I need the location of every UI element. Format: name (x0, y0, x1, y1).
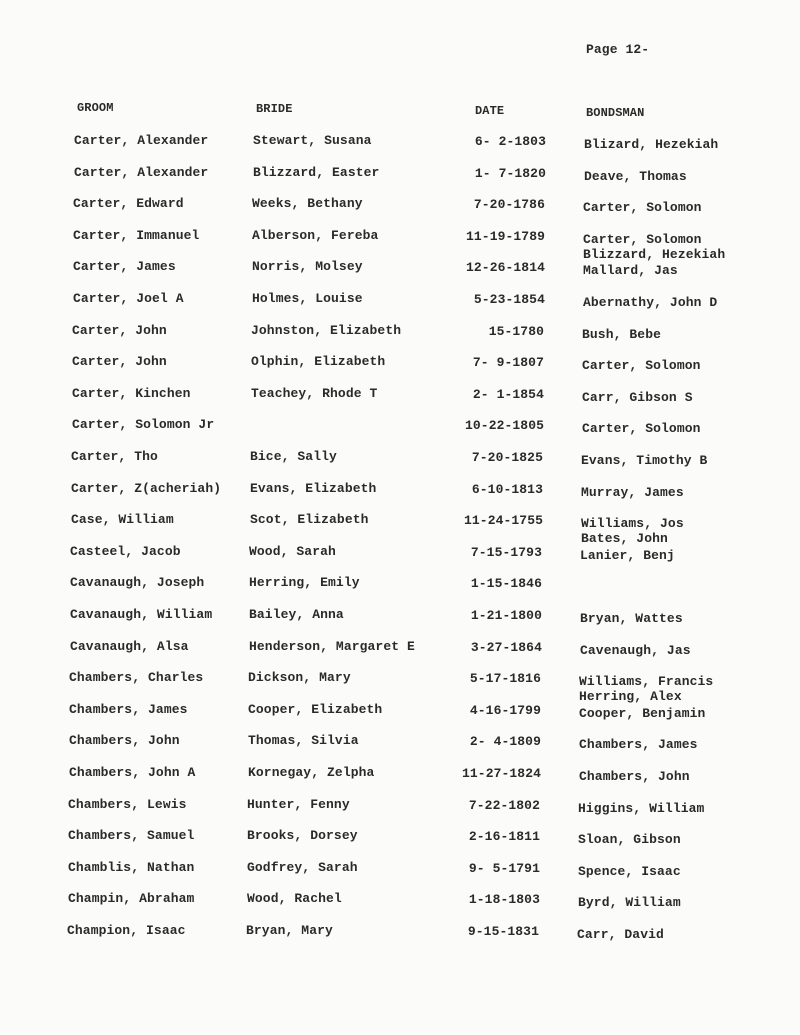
marriage-date: 1-21-1800 (470, 608, 542, 623)
marriage-date: 11-19-1789 (465, 228, 545, 244)
bondsman-cell (578, 895, 681, 910)
table-row (0, 670, 795, 705)
table-row (0, 323, 798, 354)
bride-name: Bryan, Mary (246, 923, 333, 938)
bondsman-name: Blizard, Hezekiah (584, 137, 719, 152)
groom-name: Carter, Alexander (74, 133, 209, 148)
bondsman-name: Abernathy, John D (583, 295, 718, 310)
bondsman-cell (583, 200, 702, 215)
marriage-date: 2- 1-1854 (472, 386, 544, 402)
bride-name: Hunter, Fenny (247, 796, 350, 812)
bride-name: Godfrey, Sarah (247, 859, 358, 875)
marriage-date: 12-26-1814 (465, 260, 545, 276)
table-row (0, 196, 799, 227)
table-row (0, 860, 794, 891)
groom-name: Chambers, Lewis (68, 796, 187, 812)
bondsman-name: Williams, Jos (581, 516, 684, 532)
bondsman-cell (578, 864, 681, 879)
marriage-date: 6-10-1813 (471, 481, 543, 497)
bondsman-cell (584, 169, 687, 184)
bondsman-name: Mallard, Jas (583, 263, 678, 279)
bondsman-cell (582, 390, 693, 405)
marriage-date: 4-16-1799 (469, 702, 541, 718)
groom-name: Chamblis, Nathan (68, 859, 195, 875)
bondsman-name: Carr, Gibson S (582, 389, 693, 405)
header-date: DATE (475, 104, 505, 118)
groom-name: Chambers, John A (69, 765, 196, 780)
bride-name: Wood, Sarah (249, 543, 336, 559)
table-row (0, 544, 796, 575)
table-row (0, 512, 797, 547)
groom-name: Chambers, Samuel (68, 828, 195, 844)
bondsman-name: Higgins, William (578, 800, 705, 816)
bondsman-cell (578, 832, 681, 847)
bondsman-cell (582, 327, 661, 342)
bride-name: Stewart, Susana (253, 133, 372, 148)
header-bride: BRIDE (256, 102, 293, 116)
groom-name: Carter, Z(acheriah) (71, 480, 222, 496)
bondsman-name: Carter, Solomon (583, 231, 702, 247)
groom-name: Carter, Edward (73, 196, 184, 212)
bride-name: Evans, Elizabeth (250, 480, 377, 496)
bondsman-cell (582, 421, 701, 436)
marriage-date: 7-20-1825 (471, 450, 543, 465)
marriage-date: 6- 2-1803 (474, 134, 546, 149)
bride-name: Dickson, Mary (248, 670, 351, 686)
bondsman-cell (580, 643, 691, 658)
bride-name: Bailey, Anna (249, 607, 344, 622)
groom-name: Champion, Isaac (67, 923, 186, 938)
groom-name: Chambers, James (69, 701, 188, 717)
table-row (0, 133, 800, 164)
bride-name: Alberson, Fereba (252, 227, 379, 243)
bondsman-cell (580, 548, 675, 563)
bondsman-cell (579, 737, 698, 752)
table-row (0, 575, 796, 606)
bondsman-cell (578, 801, 704, 816)
table-row (0, 891, 794, 922)
table-row (0, 702, 795, 733)
bride-name: Cooper, Elizabeth (248, 701, 383, 717)
marriage-date: 1-15-1846 (470, 576, 542, 592)
marriage-date: 11-27-1824 (461, 766, 541, 781)
groom-name: Carter, John (72, 322, 167, 338)
bondsman-name: Lanier, Benj (580, 547, 675, 563)
bride-name: Weeks, Bethany (252, 196, 363, 212)
groom-name: Carter, Alexander (74, 164, 209, 180)
bride-name: Henderson, Margaret E (249, 638, 415, 654)
bondsman-cell (583, 295, 717, 310)
bride-name: Blizzard, Easter (253, 164, 380, 180)
groom-name: Carter, Joel A (73, 291, 184, 306)
bondsman-name: Spence, Isaac (578, 863, 681, 879)
bride-name: Kornegay, Zelpha (248, 765, 375, 780)
bride-name: Teachey, Rhode T (251, 385, 378, 401)
table-row (0, 797, 794, 828)
marriage-date: 9-15-1831 (467, 924, 539, 939)
groom-name: Case, William (71, 512, 174, 528)
bondsman-name: Evans, Timothy B (581, 453, 708, 468)
groom-name: Carter, James (73, 259, 176, 275)
bondsman-name: Carr, David (577, 927, 664, 942)
bride-name: Norris, Molsey (252, 259, 363, 275)
bondsman-cell (583, 263, 678, 278)
bondsman-name: Sloan, Gibson (578, 832, 681, 848)
table-row (0, 733, 795, 764)
groom-name: Cavanaugh, Alsa (70, 638, 189, 654)
bondsman-cell (581, 516, 684, 546)
groom-name: Casteel, Jacob (70, 543, 181, 559)
bondsman-name: Cooper, Benjamin (579, 705, 706, 721)
bondsman-cell (579, 769, 690, 784)
table-row (0, 449, 797, 480)
table-row (0, 354, 798, 385)
bondsman-cell (579, 706, 705, 721)
bondsman-name: Deave, Thomas (584, 168, 687, 184)
table-row (0, 765, 795, 796)
table-row (0, 828, 794, 859)
marriage-date: 15-1780 (488, 323, 544, 339)
marriage-date: 3-27-1864 (470, 639, 542, 655)
bride-name: Johnston, Elizabeth (251, 322, 402, 338)
bondsman-name: Williams, Francis (579, 674, 714, 690)
marriage-date: 7- 9-1807 (472, 355, 544, 371)
bride-name: Thomas, Silvia (248, 733, 359, 749)
bondsman-name: Blizzard, Hezekiah (583, 246, 726, 262)
bondsman-cell (577, 927, 664, 942)
bride-name: Herring, Emily (249, 575, 360, 591)
groom-name: Chambers, John (69, 733, 180, 749)
bondsman-name: Carter, Solomon (582, 421, 701, 437)
groom-name: Chambers, Charles (69, 670, 204, 686)
marriage-date: 7-20-1786 (473, 197, 545, 213)
groom-name: Carter, John (72, 354, 167, 370)
groom-name: Cavanaugh, William (70, 607, 213, 622)
table-row (0, 417, 798, 448)
bondsman-cell (584, 137, 718, 152)
table-row (0, 639, 796, 670)
bondsman-name: Cavenaugh, Jas (580, 642, 691, 658)
page-number: Page 12- (586, 42, 650, 57)
bondsman-cell (581, 485, 684, 500)
table-row (0, 165, 800, 196)
groom-name: Carter, Solomon Jr (72, 417, 215, 433)
table-row (0, 386, 798, 417)
marriage-date: 7-22-1802 (468, 797, 540, 813)
groom-name: Carter, Tho (71, 449, 158, 464)
header-groom: GROOM (77, 101, 114, 115)
bondsman-cell (579, 674, 713, 704)
table-row (0, 923, 793, 954)
bondsman-name: Herring, Alex (579, 689, 682, 705)
table-row (0, 259, 799, 290)
bride-name: Scot, Elizabeth (250, 512, 369, 528)
bondsman-cell (581, 453, 707, 468)
marriage-date: 10-22-1805 (464, 418, 544, 434)
bride-name: Holmes, Louise (252, 291, 363, 306)
bondsman-name: Byrd, William (578, 895, 681, 911)
bondsman-name: Carter, Solomon (583, 200, 702, 216)
marriage-date: 2-16-1811 (468, 829, 540, 845)
bondsman-name: Bates, John (581, 531, 668, 547)
table-row (0, 607, 796, 638)
bondsman-name: Bush, Bebe (582, 326, 662, 342)
bride-name: Bice, Sally (250, 449, 337, 464)
bride-name: Olphin, Elizabeth (251, 354, 386, 370)
marriage-date: 1-18-1803 (468, 892, 540, 908)
marriage-date: 1- 7-1820 (474, 165, 546, 181)
bondsman-name: Murray, James (581, 484, 684, 500)
table-row (0, 227, 799, 262)
groom-name: Champin, Abraham (68, 891, 195, 907)
marriage-date: 7-15-1793 (470, 544, 542, 560)
table-row (0, 291, 799, 322)
marriage-date: 11-24-1755 (463, 513, 543, 529)
marriage-date: 5-17-1816 (469, 671, 541, 687)
bride-name: Brooks, Dorsey (247, 828, 358, 844)
bondsman-name: Bryan, Wattes (580, 611, 683, 626)
marriage-date: 9- 5-1791 (468, 860, 540, 876)
groom-name: Carter, Kinchen (72, 385, 191, 401)
bondsman-cell (580, 611, 683, 626)
bondsman-cell (582, 358, 701, 373)
header-bondsman: BONDSMAN (586, 106, 645, 120)
marriage-date: 2- 4-1809 (469, 734, 541, 750)
marriage-date: 5-23-1854 (473, 292, 545, 307)
bride-name: Wood, Rachel (247, 891, 342, 907)
bondsman-name: Carter, Solomon (582, 358, 701, 374)
bondsman-name: Chambers, John (579, 769, 690, 784)
bondsman-name: Chambers, James (579, 737, 698, 753)
table-row (0, 481, 797, 512)
bondsman-cell (583, 232, 725, 262)
groom-name: Cavanaugh, Joseph (70, 575, 205, 591)
groom-name: Carter, Immanuel (73, 227, 200, 243)
